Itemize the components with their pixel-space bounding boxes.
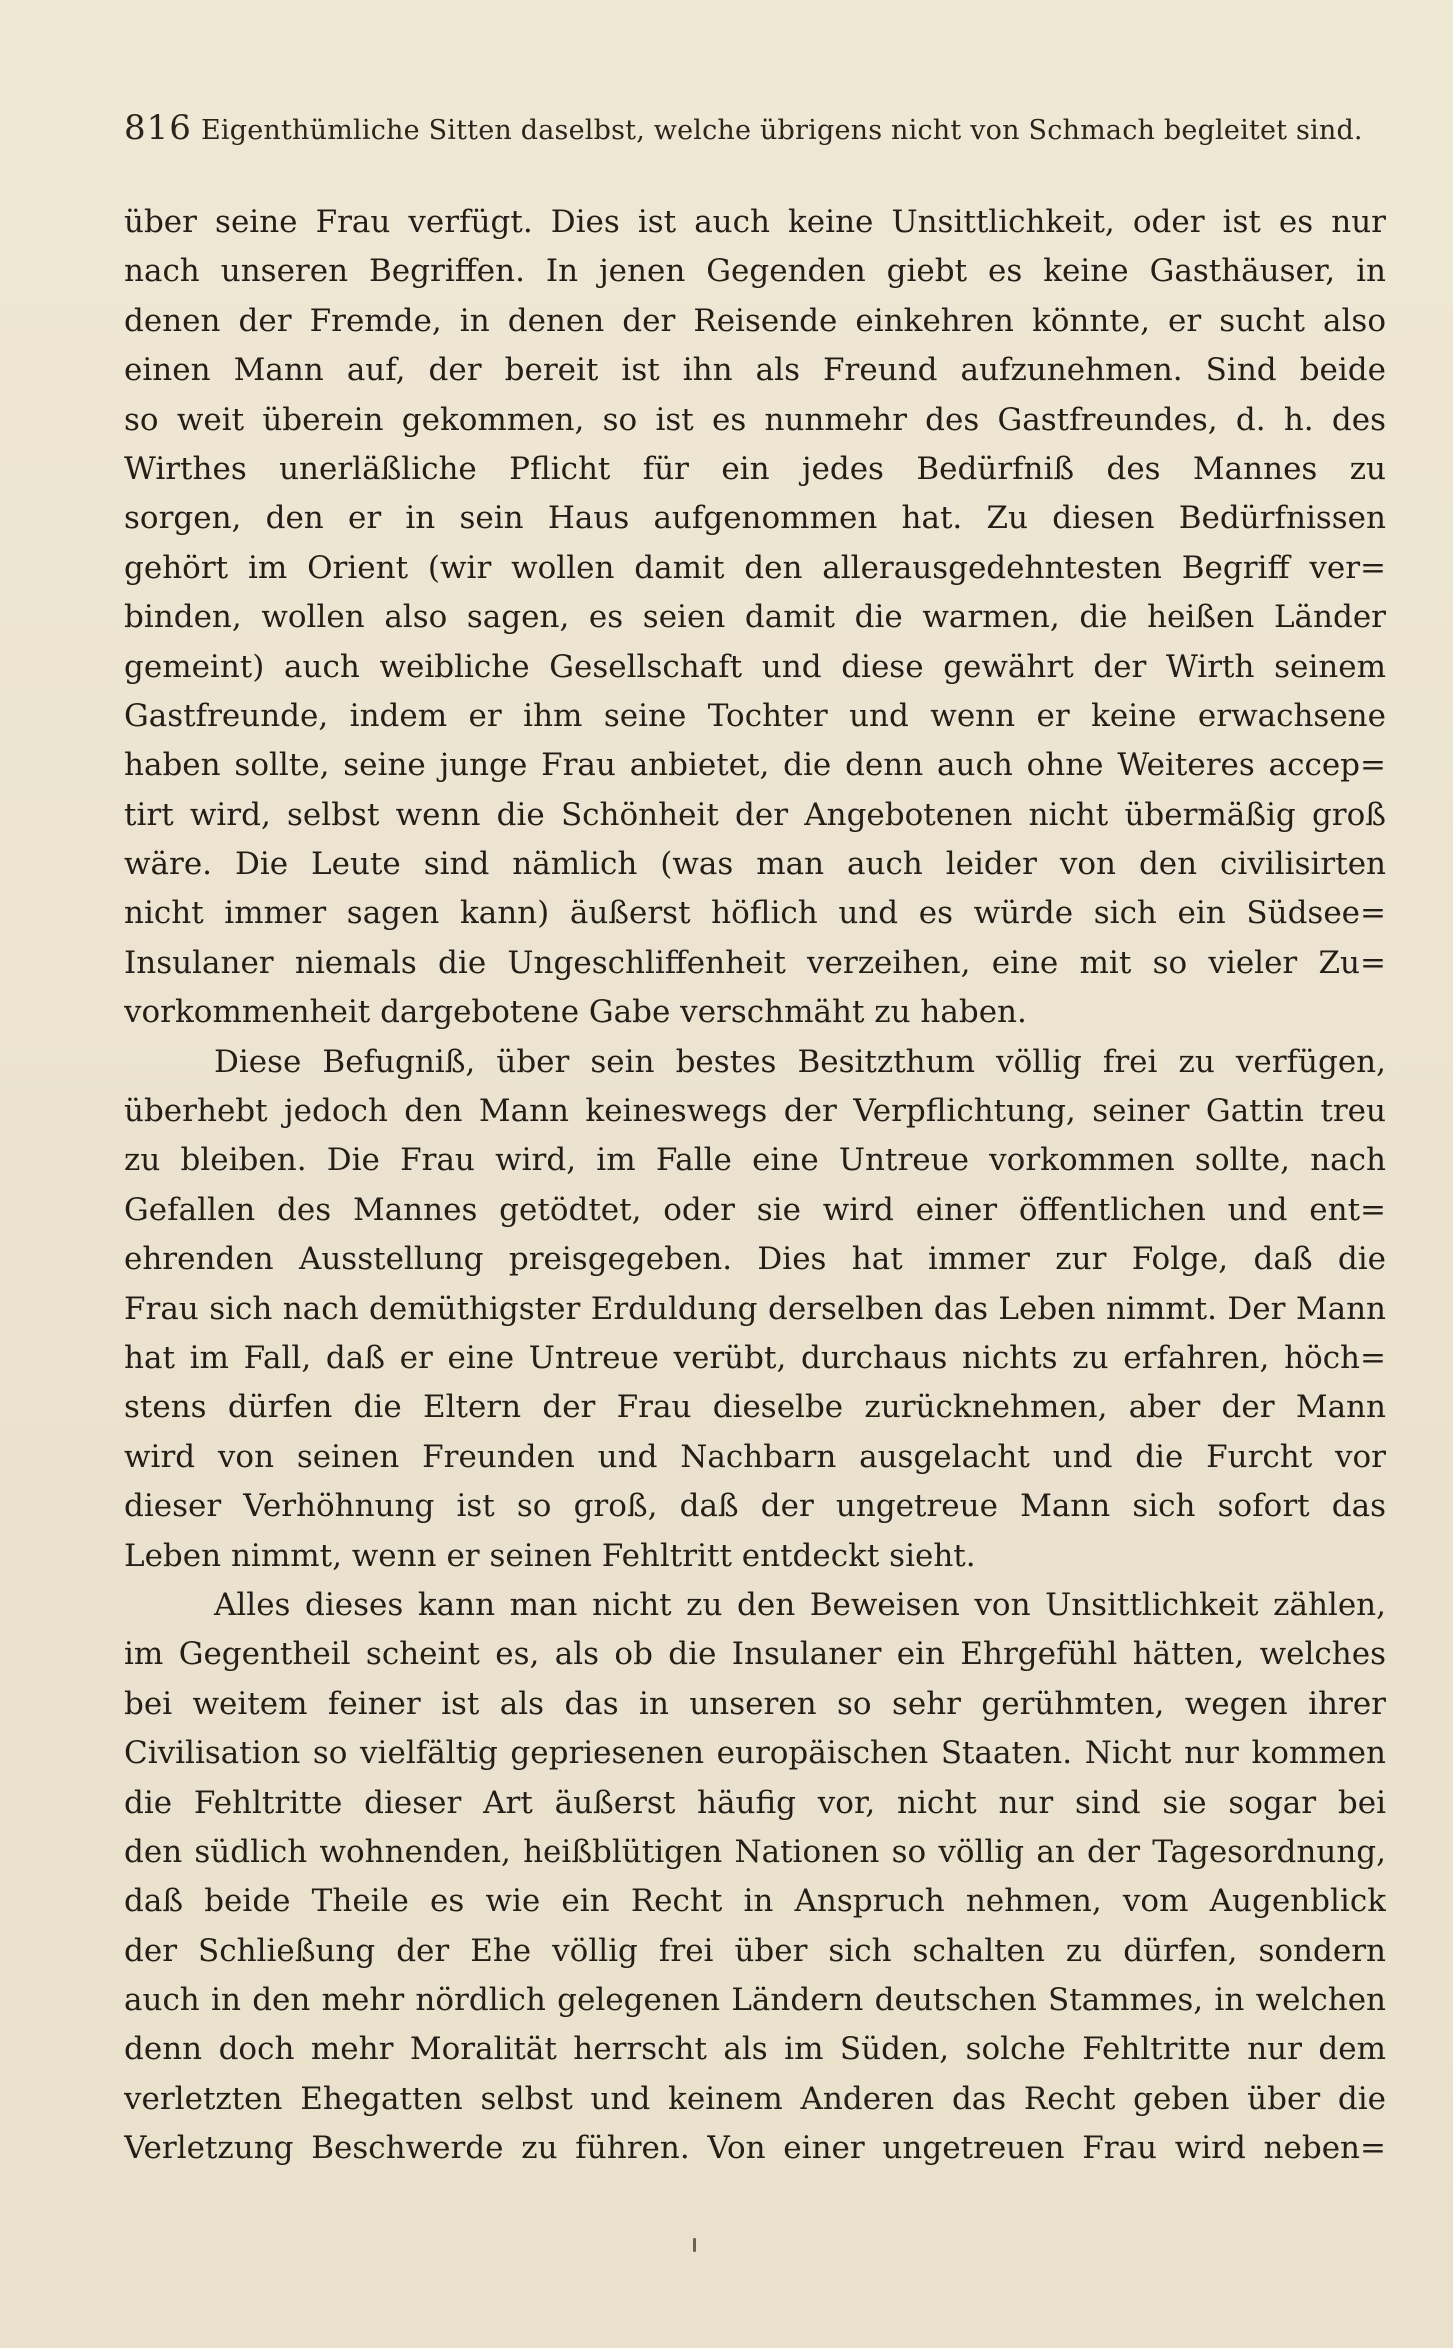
body-text [124, 198, 1386, 2174]
paragraph-2 [124, 1038, 1386, 1581]
text-line: Gefallen des Mannes getödtet, oder sie wird einer öffentlichen und ent= [124, 1191, 1386, 1228]
text-line: Verletzung Beschwerde zu führen. Von einer ungetreuen Frau wird neben= [124, 2130, 1386, 2167]
print-speck [693, 2238, 696, 2252]
text-line: den südlich wohnenden, heißblütigen Nationen so völlig an der Tagesordnung, [124, 1833, 1386, 1870]
text-line: denen der Fremde, in denen der Reisende einkehren könnte, er sucht also [124, 302, 1386, 339]
text-line: gemeint) auch weibliche Gesellschaft und diese gewährt der Wirth seinem [124, 648, 1386, 685]
text-line: Alles dieses kann man nicht zu den Beweisen von Unsittlichkeit zählen, [214, 1586, 1386, 1623]
text-line: Civilisation so vielfältig gepriesenen europäischen Staaten. Nicht nur kommen [124, 1735, 1386, 1772]
text-line: über seine Frau verfügt. Dies ist auch keine Unsittlichkeit, oder ist es nur [124, 204, 1386, 240]
text-line: tirt wird, selbst wenn die Schönheit der Angebotenen nicht übermäßig groß [124, 796, 1386, 833]
text-line: die Fehltritte dieser Art äußerst häufig vor, nicht nur sind sie sogar bei [124, 1784, 1386, 1821]
text-line: Gastfreunde, indem er ihm seine Tochter und wenn er keine erwachsene [124, 697, 1386, 734]
text-line: auch in den mehr nördlich gelegenen Ländern deutschen Stammes, in welchen [124, 1982, 1386, 2019]
page-header [124, 108, 1363, 160]
text-line: sorgen, den er in sein Haus aufgenommen hat. Zu diesen Bedürfnissen [124, 500, 1386, 537]
text-line: wäre. Die Leute sind nämlich (was man auch leider von den civilisirten [124, 846, 1386, 883]
text-line: überhebt jedoch den Mann keineswegs der Verpflichtung, seiner Gattin treu [124, 1093, 1386, 1130]
text-line: hat im Fall, daß er eine Untreue verübt, durchaus nichts zu erfahren, höch= [124, 1339, 1386, 1376]
text-line: zu bleiben. Die Frau wird, im Falle eine Untreue vorkommen sollte, nach [124, 1142, 1386, 1179]
text-line: haben sollte, seine junge Frau anbietet, die denn auch ohne Weiteres accep= [124, 747, 1386, 784]
text-line: so weit überein gekommen, so ist es nunmehr des Gastfreundes, d. h. des [124, 401, 1386, 438]
text-line: wird von seinen Freunden und Nachbarn ausgelacht und die Furcht vor [124, 1438, 1386, 1475]
text-line: gehört im Orient (wir wollen damit den allerausgedehntesten Begriff ver= [124, 549, 1386, 586]
running-head: Eigenthümliche Sitten daselbst, welche übrigens nicht von Schmach begleitet sind. [201, 115, 1363, 146]
text-line: stens dürfen die Eltern der Frau dieselbe zurücknehmen, aber der Mann [124, 1389, 1386, 1426]
text-line: Insulaner niemals die Ungeschliffenheit verzeihen, eine mit so vieler Zu= [124, 944, 1386, 981]
paragraph-1 [124, 198, 1386, 1038]
text-line: der Schließung der Ehe völlig frei über sich schalten zu dürfen, sondern [124, 1932, 1386, 1969]
text-line: binden, wollen also sagen, es seien damit die warmen, die heißen Länder [124, 599, 1386, 636]
text-line: Leben nimmt, wenn er seinen Fehltritt entdeckt sieht. [124, 1537, 976, 1574]
text-line: verletzten Ehegatten selbst und keinem Anderen das Recht geben über die [124, 2080, 1386, 2117]
text-line: nicht immer sagen kann) äußerst höflich und es würde sich ein Südsee= [124, 895, 1386, 932]
text-line: nach unseren Begriffen. In jenen Gegenden giebt es keine Gasthäuser, in [124, 253, 1386, 290]
text-line: im Gegentheil scheint es, als ob die Insulaner ein Ehrgefühl hätten, welches [124, 1636, 1386, 1673]
text-line: Wirthes unerläßliche Pflicht für ein jedes Bedürfniß des Mannes zu [124, 450, 1386, 487]
text-line: ehrenden Ausstellung preisgegeben. Dies hat immer zur Folge, daß die [124, 1241, 1386, 1278]
text-line: vorkommenheit dargebotene Gabe verschmäht zu haben. [124, 994, 1027, 1031]
text-line: bei weitem feiner ist als das in unseren so sehr gerühmten, wegen ihrer [124, 1685, 1386, 1722]
text-line: Diese Befugniß, über sein bestes Besitzthum völlig frei zu verfügen, [214, 1043, 1386, 1080]
text-line: denn doch mehr Moralität herrscht als im Süden, solche Fehltritte nur dem [124, 2031, 1386, 2068]
text-line: Frau sich nach demüthigster Erduldung derselben das Leben nimmt. Der Mann [124, 1290, 1386, 1327]
text-line: dieser Verhöhnung ist so groß, daß der ungetreue Mann sich sofort das [124, 1488, 1386, 1525]
paragraph-3 [124, 1581, 1386, 2174]
text-line: daß beide Theile es wie ein Recht in Anspruch nehmen, vom Augenblick [124, 1883, 1386, 1920]
text-line: einen Mann auf, der bereit ist ihn als Freund aufzunehmen. Sind beide [124, 352, 1386, 389]
page-number: 816 [124, 108, 192, 148]
